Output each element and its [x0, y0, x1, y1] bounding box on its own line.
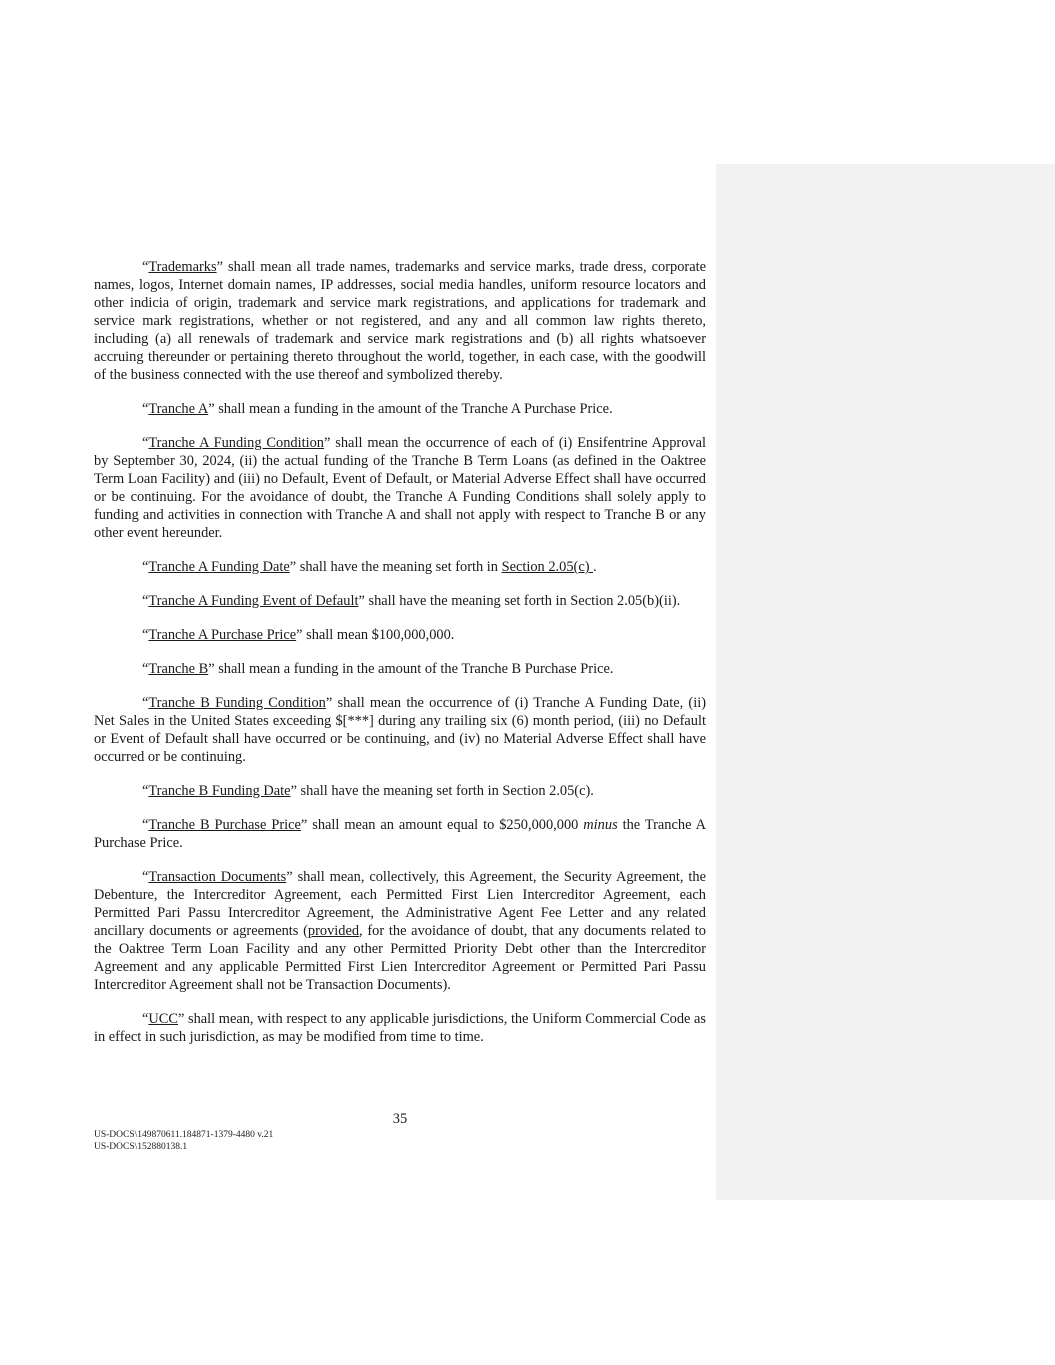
open-quote: “ [142, 435, 149, 451]
defined-term: Tranche A Purchase Price [148, 627, 297, 643]
definition-text: ” shall mean, collectively, this Agreement, the Security Agreement, the Debenture, the Intercreditor Agreement, each Permitted First Lien Intercreditor Agreement, each Permitted Pari Passu Intercreditor Agreement, the Administrative Agent Fee Letter and any related ancillary documents or agreements ( [94, 869, 706, 939]
definition-text: ” shall mean an amount equal to $250,000,000 [300, 817, 584, 833]
definition-text: ” shall mean a funding in the amount of the Tranche A Purchase Price. [208, 401, 613, 417]
open-quote: “ [142, 817, 149, 833]
document-identifiers [94, 1129, 273, 1153]
definition-tranche-a [94, 400, 706, 418]
page-number: 35 [392, 1111, 408, 1127]
defined-term: Transaction Documents [148, 869, 287, 885]
defined-term: UCC [148, 1011, 178, 1027]
definition-tranche-a-funding-condition [94, 434, 706, 542]
defined-term: Tranche A [148, 401, 209, 417]
open-quote: “ [142, 593, 149, 609]
open-quote: “ [142, 869, 149, 885]
definition-text: ” shall mean, with respect to any applicable jurisdictions, the Uniform Commercial Code as in effect in such jurisdiction, as may be modified from time to time. [94, 1011, 706, 1045]
defined-term: Tranche A Funding Date [148, 559, 290, 575]
open-quote: “ [142, 783, 149, 799]
defined-term: Tranche B [148, 661, 209, 677]
definition-text: ” shall mean the occurrence of each of (i) Ensifentrine Approval by September 30, 2024, (ii) the actual funding of the Tranche B Term Loans (as defined in the Oaktree Term Loan Facility) and (iii) no Default, Event of Default, or Material Adverse Effect shall have occurred or be continuing. For the avoidance of doubt, the Tranche A Funding Conditions shall solely apply to funding and activities in connection with Tranche A and shall not apply with respect to Tranche B or any other event hereunder. [94, 435, 706, 541]
definition-tranche-a-funding-date [94, 558, 706, 576]
open-quote: “ [142, 627, 149, 643]
definition-tail: , for the avoidance of doubt, that any documents related to the Oaktree Term Loan Facility and any other Permitted Priority Debt other than the Intercreditor Agreement and any applicable Permitted First Lien Intercreditor Agreement or Permitted Pari Passu Intercreditor Agreement shall not be Transaction Documents). [94, 923, 706, 993]
defined-term: Tranche B Funding Date [148, 783, 291, 799]
definition-tranche-b-funding-condition [94, 694, 706, 766]
italic-word: minus [583, 817, 618, 833]
definition-text: ” shall mean $100,000,000. [296, 627, 455, 643]
definition-trademarks [94, 258, 706, 384]
definition-tail: the Tranche A Purchase Price. [94, 817, 706, 851]
open-quote: “ [142, 559, 149, 575]
definition-text: ” shall have the meaning set forth in [289, 559, 502, 575]
defined-term: Tranche B Funding Condition [148, 695, 326, 711]
definition-tail: . [593, 559, 597, 575]
provided-term: provided [307, 923, 360, 939]
open-quote: “ [142, 401, 149, 417]
definition-text: ” shall have the meaning set forth in Section 2.05(b)(ii). [358, 593, 681, 609]
section-reference: Section 2.05(c) [501, 559, 594, 575]
definition-text: ” shall have the meaning set forth in Section 2.05(c). [290, 783, 594, 799]
defined-term: Tranche A Funding Condition [148, 435, 324, 451]
definition-tranche-b-purchase-price [94, 816, 706, 852]
defined-term: Trademarks [148, 259, 217, 275]
definition-transaction-documents [94, 868, 706, 994]
doc-id-line-1: US-DOCS\149870611.184871-1379-4480 v.21 [94, 1130, 274, 1140]
doc-id-line-2: US-DOCS\152880138.1 [94, 1142, 188, 1152]
document-body [94, 258, 706, 1062]
definition-tranche-b [94, 660, 706, 678]
definition-text: ” shall mean a funding in the amount of the Tranche B Purchase Price. [208, 661, 614, 677]
defined-term: Tranche B Purchase Price [148, 817, 301, 833]
definition-text: ” shall mean all trade names, trademarks and service marks, trade dress, corporate names, logos, Internet domain names, IP addresses, social media handles, uniform resource locators and other indicia of origin, trademark and service mark registrations, and applications for trademark and service mark registrations, whether or not registered, and any and all common law rights thereto, including (a) all renewals of trademark and service mark registrations and (b) all rights whatsoever accruing thereunder or pertaining thereto throughout the world, together, in each case, with the goodwill of the business connected with the use thereof and symbolized thereby. [94, 259, 706, 383]
definition-text: ” shall mean the occurrence of (i) Tranche A Funding Date, (ii) Net Sales in the United States exceeding $[***] during any trailing six (6) month period, (iii) no Default or Event of Default shall have occurred or be continuing, and (iv) no Material Adverse Effect shall have occurred or be continuing. [94, 695, 706, 765]
definition-tranche-a-purchase-price [94, 626, 706, 644]
open-quote: “ [142, 259, 149, 275]
defined-term: Tranche A Funding Event of Default [148, 593, 359, 609]
comment-pane [716, 164, 1055, 1200]
definition-tranche-a-funding-event-of-default [94, 592, 706, 610]
definition-ucc [94, 1010, 706, 1046]
open-quote: “ [142, 695, 149, 711]
definition-tranche-b-funding-date [94, 782, 706, 800]
open-quote: “ [142, 1011, 149, 1027]
open-quote: “ [142, 661, 149, 677]
